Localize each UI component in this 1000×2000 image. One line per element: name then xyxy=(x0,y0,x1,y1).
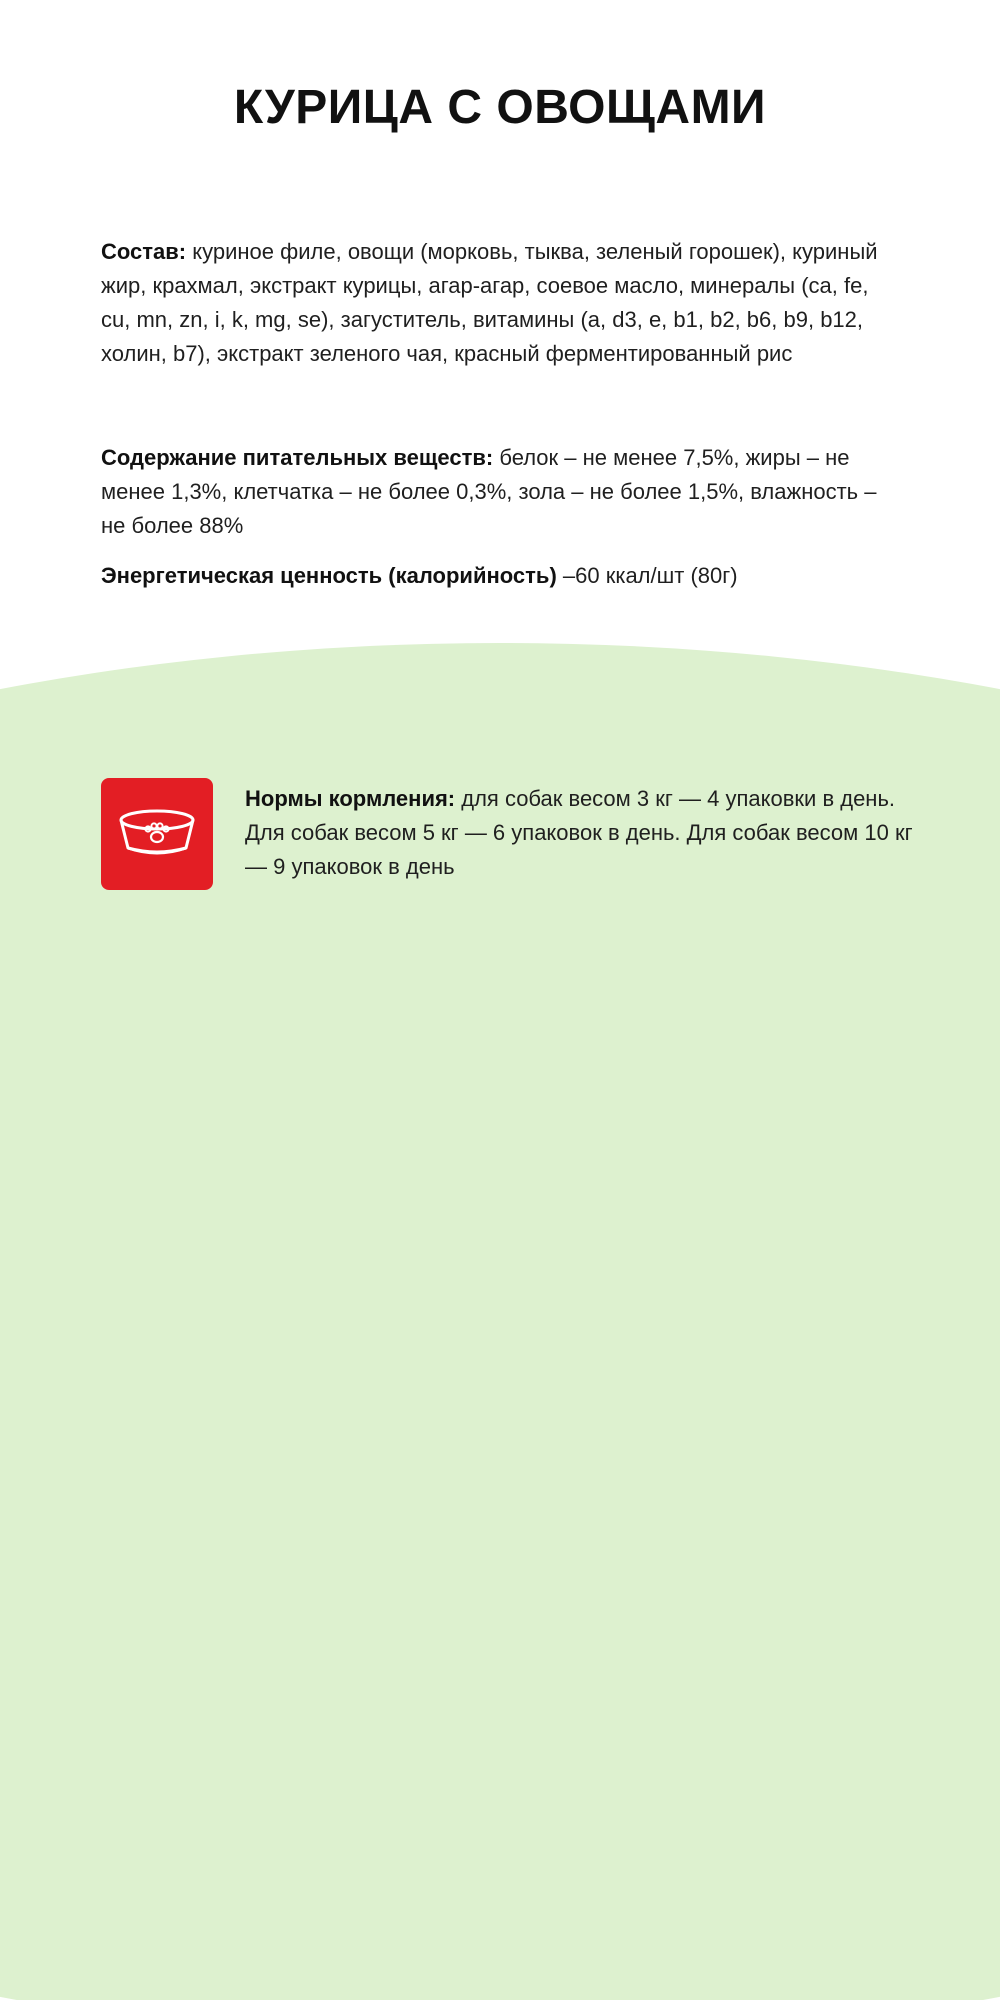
feeding-norms-text xyxy=(245,782,925,884)
page-title: КУРИЦА С ОВОЩАМИ xyxy=(233,81,767,134)
dog-bowl-icon xyxy=(101,778,213,890)
energy-label: Энергетическая ценность (калорийность) xyxy=(101,563,557,588)
nutrients-section xyxy=(101,441,901,543)
feeding-description: для собак весом 3 кг — 4 упаковки в день. Для собак весом 5 кг — 6 упаковок в день. Для собак весом 10 кг — 9 упаковок в день xyxy=(245,786,913,879)
nutrients-text: белок – не менее 7,5%, жиры – не менее 1,3%, клетчатка – не более 0,3%, зола – не более 1,5%, влажность – не более 88% xyxy=(101,445,877,538)
composition-text: куриное филе, овощи (морковь, тыква, зеленый горошек), куриный жир, крахмал, экстракт курицы, агар-агар, соевое масло, минералы (ca, fe, cu, mn, zn, i, k, mg, se), загуститель, витамины (a, d3, e, b1, b2, b6, b9, b12, холин, b7), экстракт зеленого чая, красный ферментированный рис xyxy=(101,239,878,366)
nutrients-label: Содержание питательных веществ: xyxy=(101,445,494,470)
composition-label: Состав: xyxy=(101,239,187,264)
energy-text: –60 ккал/шт (80г) xyxy=(556,563,738,588)
energy-section xyxy=(101,559,901,593)
composition-section xyxy=(101,235,901,371)
feeding-label: Нормы кормления: xyxy=(245,786,456,811)
